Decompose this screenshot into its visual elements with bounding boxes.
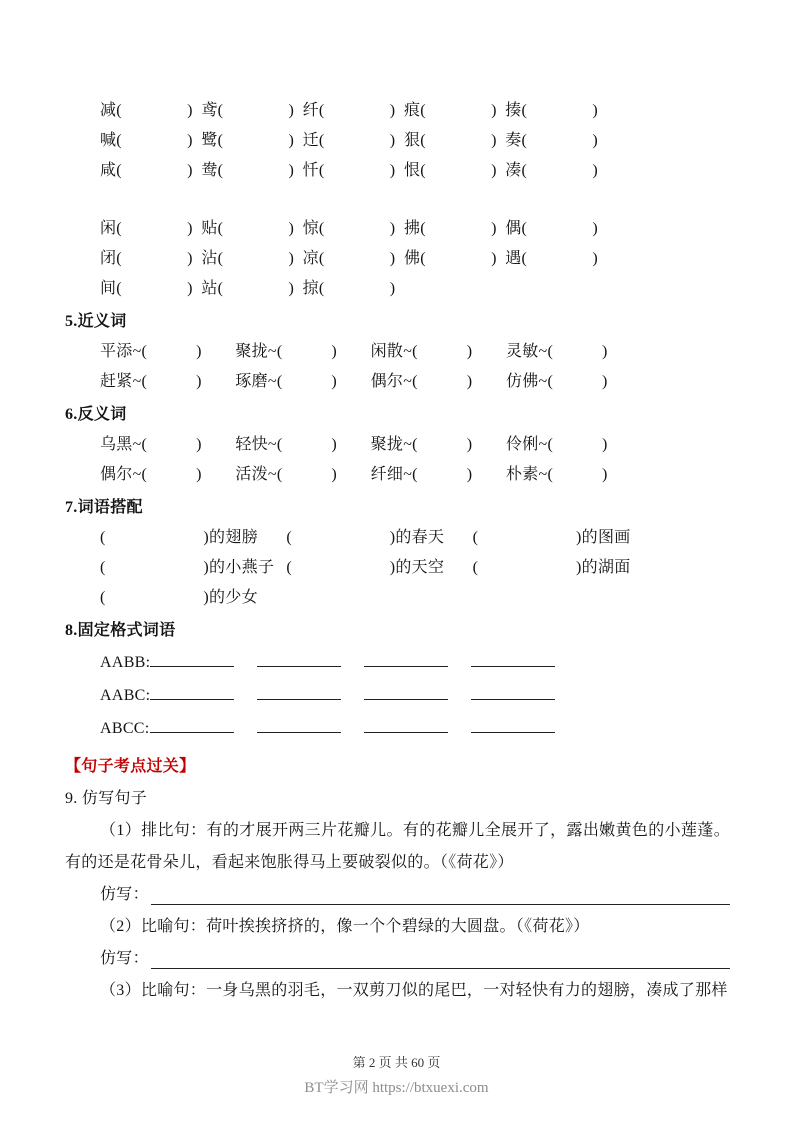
collocation-item: ( )的湖面 [472,559,631,576]
synonym-item: 灵敏~( ) [505,343,608,360]
fixed-format-row [100,712,730,745]
fixed-format-label: ABCC: [100,720,150,737]
antonym-item: 伶俐~( ) [505,436,608,453]
blank-line [257,717,341,733]
imitation-label: 仿写： [100,950,149,967]
collocation-row [100,553,730,583]
section-heading-collocations: 7.词语搭配 [65,499,143,516]
char-cell: 偶( ) [505,220,599,237]
antonym-item: 轻快~( ) [235,436,338,453]
char-exercise-group-1 [100,96,730,186]
char-cell: 恨( ) [403,162,497,179]
section-heading-synonyms: 5.近义词 [65,313,127,330]
char-cell: 忏( ) [302,162,396,179]
char-row [100,274,730,304]
char-cell: 佛( ) [403,250,497,267]
collocation-item: ( )的翅膀 [100,529,258,546]
antonym-row [100,430,730,460]
char-cell: 揍( ) [505,102,599,119]
antonyms-exercise [100,430,730,490]
fixed-format-exercise [100,646,730,745]
antonym-item: 活泼~( ) [235,466,338,483]
char-exercise-group-2 [100,214,730,304]
section-heading-fixed-format: 8.固定格式词语 [65,622,176,639]
synonym-item: 平添~( ) [100,343,202,360]
antonym-item: 乌黑~( ) [100,436,202,453]
synonym-item: 偶尔~( ) [370,373,473,390]
antonym-item: 朴素~( ) [505,466,608,483]
example-sentence-2: （2）比喻句：荷叶挨挨挤挤的，像一个个碧绿的大圆盘。（《荷花》） [100,918,590,935]
char-cell: 掠( ) [302,280,396,297]
synonym-item: 赶紧~( ) [100,373,202,390]
char-row [100,214,730,244]
antonym-item: 偶尔~( ) [100,466,202,483]
collocation-item: ( )的图画 [472,529,631,546]
section-heading-antonyms: 6.反义词 [65,406,127,423]
collocation-item: ( )的少女 [100,589,258,606]
fixed-format-label: AABC: [100,687,151,704]
collocation-row [100,583,730,613]
char-row [100,96,730,126]
blank-line [257,651,341,667]
synonym-item: 闲散~( ) [370,343,473,360]
char-cell: 喊( ) [100,132,193,149]
char-cell: 站( ) [201,280,295,297]
char-cell: 贴( ) [201,220,295,237]
char-cell: 闭( ) [100,250,193,267]
char-cell: 闲( ) [100,220,193,237]
synonym-row [100,337,730,367]
char-cell: 奏( ) [505,132,599,149]
char-cell: 凑( ) [505,162,599,179]
imitation-answer-line [100,943,730,975]
blank-line [471,651,555,667]
site-link[interactable]: BT学习网 https://btxuexi.com [304,1080,489,1096]
answer-underline [151,943,730,969]
char-cell: 沾( ) [201,250,295,267]
char-row [100,156,730,186]
example-sentence-3: （3）比喻句：一身乌黑的羽毛，一双剪刀似的尾巴，一对轻快有力的翅膀，凑成了那样 [100,982,728,999]
char-cell: 减( ) [100,102,193,119]
char-cell: 咸( ) [100,162,193,179]
antonym-item: 聚拢~( ) [370,436,473,453]
blank-line [471,717,555,733]
synonyms-exercise [100,337,730,397]
worksheet-page [65,96,730,1007]
char-cell: 鸢( ) [201,102,295,119]
fixed-format-row [100,646,730,679]
char-row [100,244,730,274]
char-cell: 拂( ) [403,220,497,237]
synonym-item: 仿佛~( ) [505,373,608,390]
blank-line [364,684,448,700]
char-cell: 遇( ) [505,250,599,267]
char-cell: 凉( ) [302,250,396,267]
fixed-format-row [100,679,730,712]
collocation-item: ( )的春天 [286,529,445,546]
char-row [100,126,730,156]
char-cell: 痕( ) [403,102,497,119]
char-cell: 迁( ) [302,132,396,149]
char-cell: 惊( ) [302,220,396,237]
blank-line [150,684,234,700]
answer-underline [151,879,730,905]
example-sentence-1: （1）排比句：有的才展开两三片花瓣儿。有的花瓣儿全展开了，露出嫩黄色的小莲蓬。有的还是花骨朵儿，看起来饱胀得马上要破裂似的。（《荷花》） [65,822,730,871]
imitation-label: 仿写： [100,886,149,903]
antonym-row [100,460,730,490]
collocation-item: ( )的天空 [286,559,445,576]
fixed-format-label: AABB: [100,654,151,671]
char-cell: 狠( ) [403,132,497,149]
section-heading-sentence-points: 【句子考点过关】 [65,758,196,775]
blank-line [471,684,555,700]
char-cell: 鸯( ) [201,162,295,179]
synonym-item: 聚拢~( ) [235,343,338,360]
exercise-title-imitation: 9. 仿写句子 [65,790,148,807]
char-cell: 纤( ) [302,102,396,119]
blank-line [150,651,234,667]
synonym-row [100,367,730,397]
antonym-item: 纤细~( ) [370,466,473,483]
page-number: 第 2 页 共 60 页 [352,1055,441,1070]
imitation-answer-line [100,879,730,911]
char-cell: 间( ) [100,280,193,297]
blank-line [257,684,341,700]
collocation-item: ( )的小燕子 [100,559,275,576]
blank-line [150,717,234,733]
spacer [65,186,730,214]
blank-line [364,717,448,733]
collocation-row [100,523,730,553]
synonym-item: 琢磨~( ) [235,373,338,390]
blank-line [364,651,448,667]
collocations-exercise [100,523,730,613]
char-cell: 鹭( ) [201,132,295,149]
